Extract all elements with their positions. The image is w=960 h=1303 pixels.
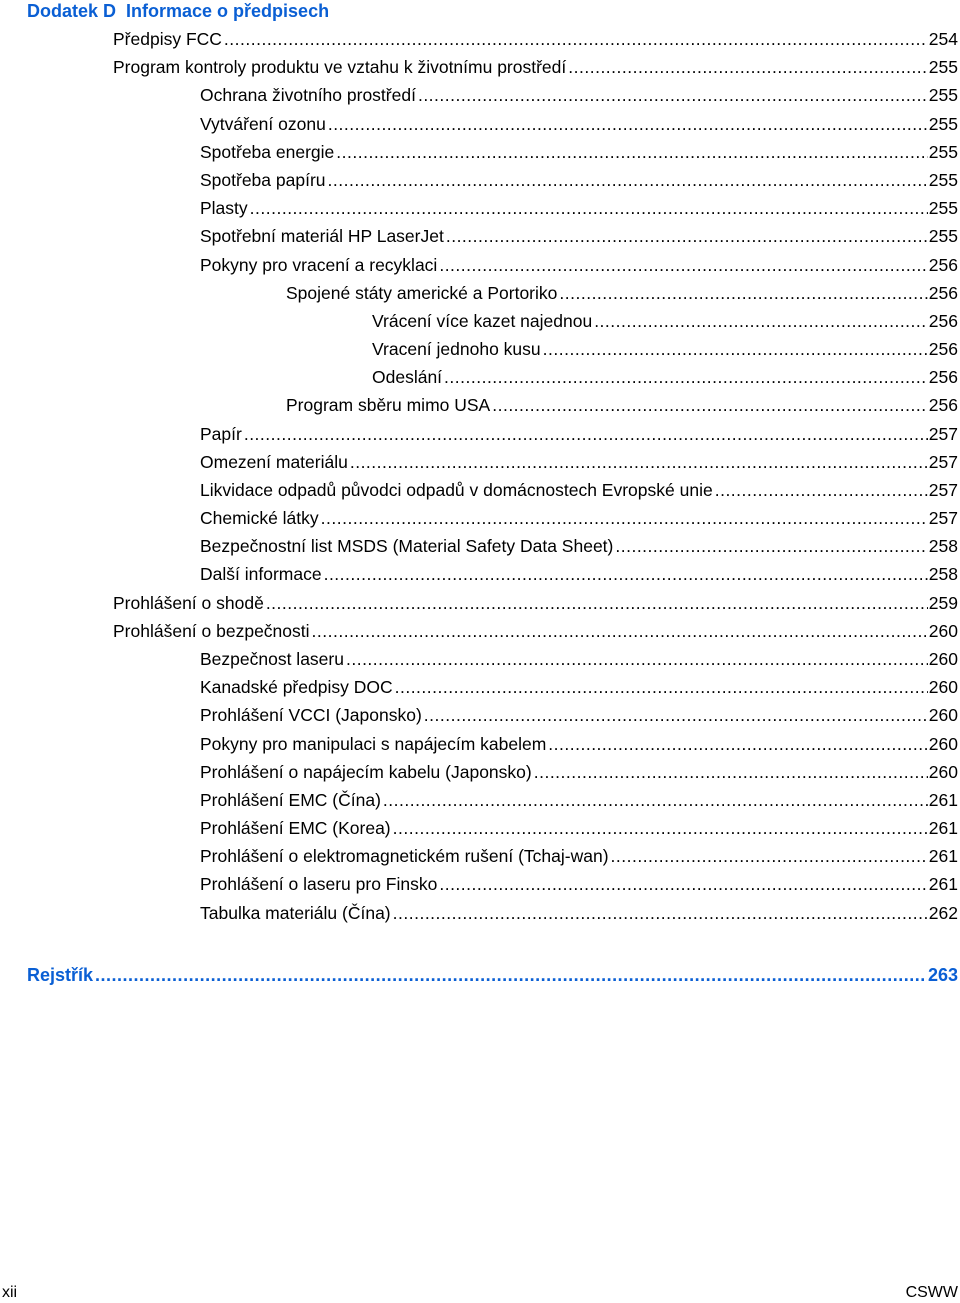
toc-page-number: 262	[928, 903, 958, 923]
toc-entry-text: Chemické látky	[200, 508, 319, 528]
toc-entry[interactable]	[200, 789, 958, 811]
toc-leader	[312, 620, 928, 642]
toc-entry-text: Prohlášení VCCI (Japonsko)	[200, 705, 422, 725]
toc-entry[interactable]	[113, 620, 958, 642]
toc-entry-text: Omezení materiálu	[200, 452, 348, 472]
toc-leader	[444, 366, 928, 388]
footer-page-number: xii	[2, 1284, 18, 1301]
toc-page-number: 256	[928, 311, 958, 331]
toc-entry-text: Tabulka materiálu (Čína)	[200, 903, 391, 923]
toc-leader	[534, 761, 928, 783]
toc-page-number: 258	[928, 536, 958, 556]
toc-entry-text: Spotřební materiál HP LaserJet	[200, 226, 444, 246]
toc-leader	[424, 704, 928, 726]
toc-entry-text: Likvidace odpadů původci odpadů v domácnostech Evropské unie	[200, 480, 713, 500]
toc-page-number: 255	[928, 114, 958, 134]
toc-entry[interactable]	[200, 423, 958, 445]
toc-entry-text: Prohlášení EMC (Korea)	[200, 818, 391, 838]
chapter-title-text: Informace o předpisech	[126, 1, 330, 21]
toc-entry[interactable]	[200, 254, 958, 276]
toc-leader	[395, 676, 928, 698]
toc-leader	[350, 451, 928, 473]
toc-entry[interactable]	[200, 761, 958, 783]
toc-entry-text: Plasty	[200, 198, 248, 218]
toc-page-number: 259	[928, 593, 958, 613]
toc-page-number: 260	[928, 677, 958, 697]
toc-page-number: 256	[928, 395, 958, 415]
toc-leader	[224, 28, 928, 50]
toc-entry-text: Prohlášení o laseru pro Finsko	[200, 874, 438, 894]
toc-entry-text: Vracení jednoho kusu	[372, 339, 541, 359]
toc-entry-text: Spotřeba energie	[200, 142, 335, 162]
toc-entry[interactable]	[200, 873, 958, 895]
toc-page-number: 260	[928, 621, 958, 641]
chapter-label: Dodatek D	[27, 1, 117, 21]
toc-page-number: 260	[928, 705, 958, 725]
toc-leader	[492, 394, 928, 416]
toc-entry[interactable]	[200, 676, 958, 698]
toc-page-number: 255	[928, 57, 958, 77]
toc-leader	[266, 592, 928, 614]
footer-product-code: CSWW	[905, 1284, 958, 1301]
toc-leader	[594, 310, 928, 332]
toc-entry[interactable]	[286, 394, 958, 416]
toc-entry[interactable]	[200, 817, 958, 839]
toc-entry[interactable]	[372, 338, 958, 360]
toc-leader	[95, 964, 927, 986]
toc-page-number: 256	[928, 367, 958, 387]
toc-entry-text: Předpisy FCC	[113, 29, 222, 49]
toc-leader	[321, 507, 928, 529]
toc-entry[interactable]	[113, 592, 958, 614]
toc-entry-text: Kanadské předpisy DOC	[200, 677, 393, 697]
toc-entry[interactable]	[200, 648, 958, 670]
toc-entry-text: Spotřeba papíru	[200, 170, 326, 190]
toc-entry-text: Spojené státy americké a Portoriko	[286, 283, 558, 303]
toc-entry[interactable]	[200, 113, 958, 135]
toc-entry-text: Prohlášení o shodě	[113, 593, 264, 613]
toc-leader	[393, 902, 928, 924]
toc-entry-text: Papír	[200, 424, 242, 444]
toc-entry-text: Odeslání	[372, 367, 443, 387]
toc-entry[interactable]	[200, 479, 958, 501]
toc-leader	[439, 873, 927, 895]
toc-leader	[446, 225, 928, 247]
toc-page-number: 261	[928, 818, 958, 838]
toc-page-number: 257	[928, 452, 958, 472]
toc-entry[interactable]	[200, 507, 958, 529]
toc-entry[interactable]	[200, 902, 958, 924]
toc-page-number: 255	[928, 198, 958, 218]
toc-page-number: 261	[928, 846, 958, 866]
toc-leader	[328, 169, 928, 191]
toc-entry[interactable]	[200, 733, 958, 755]
toc-entry-text: Prohlášení o elektromagnetickém rušení (Tchaj-wan)	[200, 846, 609, 866]
toc-entry[interactable]	[200, 225, 958, 247]
toc-leader	[418, 84, 928, 106]
toc-entry[interactable]	[372, 366, 958, 388]
toc-leader	[324, 563, 928, 585]
index-entry-text: Rejstřík	[27, 965, 94, 985]
toc-entry[interactable]	[200, 845, 958, 867]
toc-entry-text: Program kontroly produktu ve vztahu k životnímu prostředí	[113, 57, 567, 77]
toc-page-number: 261	[928, 874, 958, 894]
toc-entry-text: Prohlášení o bezpečnosti	[113, 621, 310, 641]
toc-entry-text: Další informace	[200, 564, 322, 584]
toc-leader	[568, 56, 928, 78]
toc-entry-text: Bezpečnostní list MSDS (Material Safety Data Sheet)	[200, 536, 614, 556]
toc-leader	[393, 817, 928, 839]
toc-entry[interactable]	[200, 563, 958, 585]
toc-entry-text: Vrácení více kazet najednou	[372, 311, 593, 331]
toc-page-number: 256	[928, 339, 958, 359]
toc-leader	[346, 648, 928, 670]
toc-entry-text: Bezpečnost laseru	[200, 649, 344, 669]
toc-page-number: 260	[928, 734, 958, 754]
toc-leader	[439, 254, 927, 276]
toc-page-number: 255	[928, 85, 958, 105]
toc-page-number: 255	[928, 226, 958, 246]
toc-page-number: 257	[928, 480, 958, 500]
toc-leader	[615, 535, 927, 557]
index-entry[interactable]	[27, 964, 958, 986]
toc-entry-text: Ochrana životního prostředí	[200, 85, 416, 105]
toc-entry[interactable]	[200, 84, 958, 106]
toc-entry[interactable]	[113, 56, 958, 78]
index-page-number: 263	[927, 965, 958, 985]
toc-entry-text: Prohlášení EMC (Čína)	[200, 790, 381, 810]
toc-leader	[611, 845, 928, 867]
toc-page-number: 260	[928, 649, 958, 669]
toc-entry[interactable]	[200, 704, 958, 726]
toc-page-number: 256	[928, 283, 958, 303]
toc-page-number: 257	[928, 424, 958, 444]
toc-leader	[328, 113, 928, 135]
toc-leader	[383, 789, 928, 811]
toc-entry-text: Vytváření ozonu	[200, 114, 326, 134]
toc-entry[interactable]	[113, 28, 958, 50]
toc-page-number: 256	[928, 255, 958, 275]
toc-page-number: 255	[928, 170, 958, 190]
toc-page-number: 261	[928, 790, 958, 810]
toc-page-number: 254	[928, 29, 958, 49]
toc-entry[interactable]	[200, 451, 958, 473]
toc-leader	[250, 197, 928, 219]
toc-entry-text: Pokyny pro vracení a recyklaci	[200, 255, 438, 275]
toc-page-number: 260	[928, 762, 958, 782]
toc-entry[interactable]	[200, 141, 958, 163]
toc-page-number: 257	[928, 508, 958, 528]
toc-leader	[543, 338, 928, 360]
toc-entry-text: Program sběru mimo USA	[286, 395, 491, 415]
toc-leader	[244, 423, 928, 445]
chapter-heading	[27, 0, 329, 22]
toc-entry[interactable]	[286, 282, 958, 304]
toc-entry-text: Pokyny pro manipulaci s napájecím kabelem	[200, 734, 547, 754]
toc-leader	[548, 733, 928, 755]
toc-entry[interactable]	[372, 310, 958, 332]
toc-entry-text: Prohlášení o napájecím kabelu (Japonsko)	[200, 762, 532, 782]
toc-entry[interactable]	[200, 197, 958, 219]
toc-leader	[715, 479, 928, 501]
toc-leader	[336, 141, 928, 163]
toc-entry[interactable]	[200, 535, 958, 557]
toc-page-number: 258	[928, 564, 958, 584]
toc-page-number: 255	[928, 142, 958, 162]
toc-entry[interactable]	[200, 169, 958, 191]
toc-leader	[559, 282, 927, 304]
